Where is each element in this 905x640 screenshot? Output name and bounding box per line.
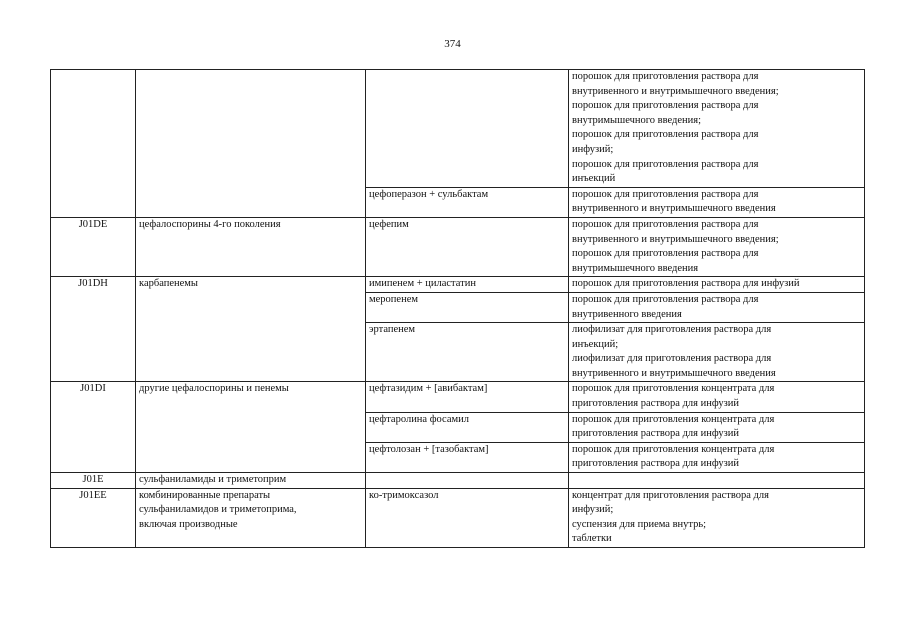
dosage-form-cell: порошок для приготовления концентрата для приготовления раствора для инфузий [569, 382, 865, 412]
drug-cell [366, 473, 569, 489]
dosage-form-cell: порошок для приготовления раствора для внутривенного и внутримышечного введения; порошок для приготовления раствора для внутримышечного введения; порошок для приготовления раствора для инфузий; порошок для приготовления раствора для инъекций [569, 70, 865, 188]
atc-code-cell [51, 70, 136, 188]
dosage-form-cell: порошок для приготовления концентрата для приготовления раствора для инфузий [569, 442, 865, 472]
drug-cell: цефтаролина фосамил [366, 412, 569, 442]
drug-cell: цефтолозан + [тазобактам] [366, 442, 569, 472]
atc-code-cell [51, 187, 136, 217]
drug-cell: цефоперазон + сульбактам [366, 187, 569, 217]
atc-code-cell [51, 292, 136, 322]
dosage-form-cell [569, 473, 865, 489]
drug-cell: меропенем [366, 292, 569, 322]
dosage-form-cell: порошок для приготовления раствора для внутривенного введения [569, 292, 865, 322]
table-row [51, 473, 865, 489]
group-cell [136, 412, 366, 442]
drug-cell: цефепим [366, 217, 569, 276]
atc-code-cell: J01DI [51, 382, 136, 412]
drug-table [50, 69, 865, 548]
atc-code-cell [51, 442, 136, 472]
table-row [51, 277, 865, 293]
drug-cell: имипенем + циластатин [366, 277, 569, 293]
table-row [51, 292, 865, 322]
table-row [51, 442, 865, 472]
atc-code-cell [51, 323, 136, 382]
atc-code-cell: J01E [51, 473, 136, 489]
group-cell: карбапенемы [136, 277, 366, 293]
group-cell: цефалоспорины 4-го поколения [136, 217, 366, 276]
dosage-form-cell: концентрат для приготовления раствора для инфузий; суспензия для приема внутрь; таблетки [569, 488, 865, 547]
group-cell [136, 442, 366, 472]
table-row [51, 412, 865, 442]
table-row [51, 382, 865, 412]
page-number: 374 [444, 38, 461, 50]
table-row [51, 187, 865, 217]
table-row [51, 323, 865, 382]
table-row [51, 217, 865, 276]
dosage-form-cell: порошок для приготовления раствора для инфузий [569, 277, 865, 293]
atc-code-cell: J01EE [51, 488, 136, 547]
group-cell [136, 70, 366, 188]
dosage-form-cell: порошок для приготовления концентрата для приготовления раствора для инфузий [569, 412, 865, 442]
group-cell [136, 292, 366, 322]
group-cell: комбинированные препараты сульфаниламидов и триметоприма, включая производные [136, 488, 366, 547]
dosage-form-cell: порошок для приготовления раствора для внутривенного и внутримышечного введения [569, 187, 865, 217]
drug-cell: эртапенем [366, 323, 569, 382]
atc-code-cell [51, 412, 136, 442]
table-row [51, 488, 865, 547]
drug-cell: ко-тримоксазол [366, 488, 569, 547]
dosage-form-cell: лиофилизат для приготовления раствора для инъекций; лиофилизат для приготовления раствора для внутривенного и внутримышечного введения [569, 323, 865, 382]
drug-cell [366, 70, 569, 188]
group-cell [136, 187, 366, 217]
drug-cell: цефтазидим + [авибактам] [366, 382, 569, 412]
dosage-form-cell: порошок для приготовления раствора для внутривенного и внутримышечного введения; порошок для приготовления раствора для внутримышечного введения [569, 217, 865, 276]
atc-code-cell: J01DE [51, 217, 136, 276]
atc-code-cell: J01DH [51, 277, 136, 293]
group-cell: сульфаниламиды и триметоприм [136, 473, 366, 489]
group-cell [136, 323, 366, 382]
table-row [51, 70, 865, 188]
group-cell: другие цефалоспорины и пенемы [136, 382, 366, 412]
